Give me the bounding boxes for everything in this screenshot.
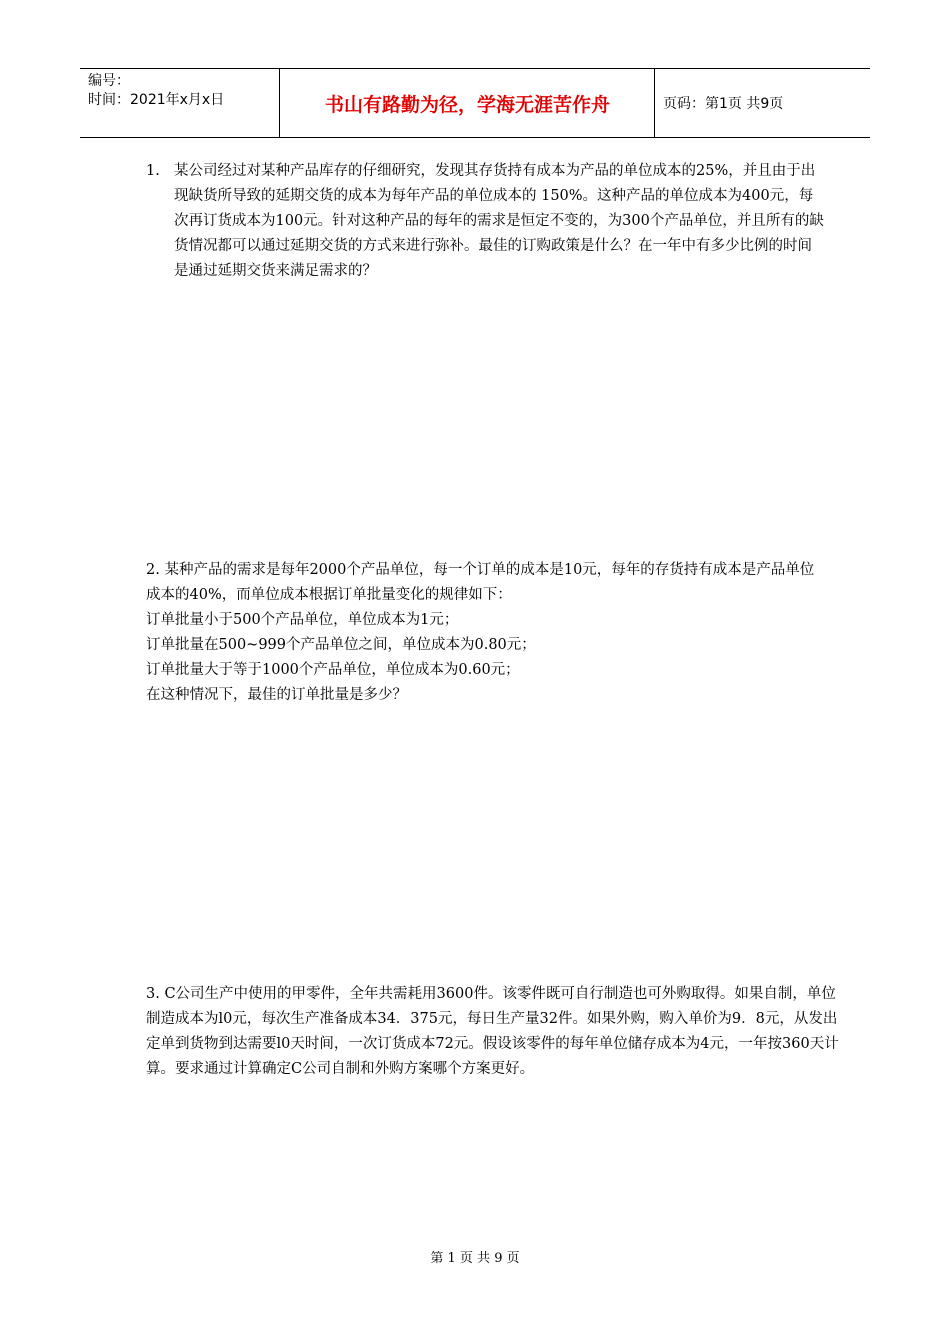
question-1-text: 某公司经过对某种产品库存的仔细研究，发现其存货持有成本为产品的单位成本的25%，并且由于出现缺货所导致的延期交货的成本为每年产品的单位成本的 150%。这种产品的单位成本为400元，每次再订货成本为100元。针对这种产品的每年的需求是恒定不变的，为300个产品单位，并且所有的缺货情况都可以通过延期交货的方式来进行弥补。最佳的订购政策是什么？在一年中有多少比例的时间是通过延期交货来满足需求的？: [174, 163, 824, 279]
question-2-rule-2: 订单批量在500~999个产品单位之间，单位成本为0.80元；: [146, 637, 536, 653]
time-label: 时间：2021年x月x日: [88, 92, 225, 108]
question-1-number: 1.: [146, 163, 160, 179]
question-2-intro: 2. 某种产品的需求是每年2000个产品单位，每一个订单的成本是10元，每年的存货持有成本是产品单位成本的40%，而单位成本根据订单批量变化的规律如下：: [146, 562, 815, 603]
question-2-rule-3: 订单批量大于等于1000个产品单位，单位成本为0.60元；: [146, 662, 520, 678]
question-2-ask: 在这种情况下，最佳的订单批量是多少？: [146, 687, 407, 703]
question-3: [146, 982, 846, 1082]
header-meta-cell: [80, 69, 280, 137]
question-3-text: 3. C公司生产中使用的甲零件，全年共需耗用3600件。该零件既可自行制造也可外购取得。如果自制，单位制造成本为l0元，每次生产准备成本34．375元，每日生产量32件。如果外购，购入单价为9．8元，从发出定单到货物到达需要l0天时间，一次订货成本72元。假设该零件的每年单位储存成本为4元，一年按360天计算。要求通过计算确定C公司自制和外购方案哪个方案更好。: [146, 986, 839, 1077]
motto-text: 书山有路勤为径，学海无涯苦作舟: [281, 69, 655, 137]
question-2: [146, 558, 826, 708]
page-info: 页码：第1页 共9页: [663, 96, 784, 112]
question-1: [146, 159, 826, 284]
page-footer: 第 1 页 共 9 页: [430, 1251, 520, 1266]
number-label: 编号：: [88, 73, 130, 89]
header-table: [80, 68, 870, 138]
question-2-rule-1: 订单批量小于500个产品单位，单位成本为1元；: [146, 612, 459, 628]
